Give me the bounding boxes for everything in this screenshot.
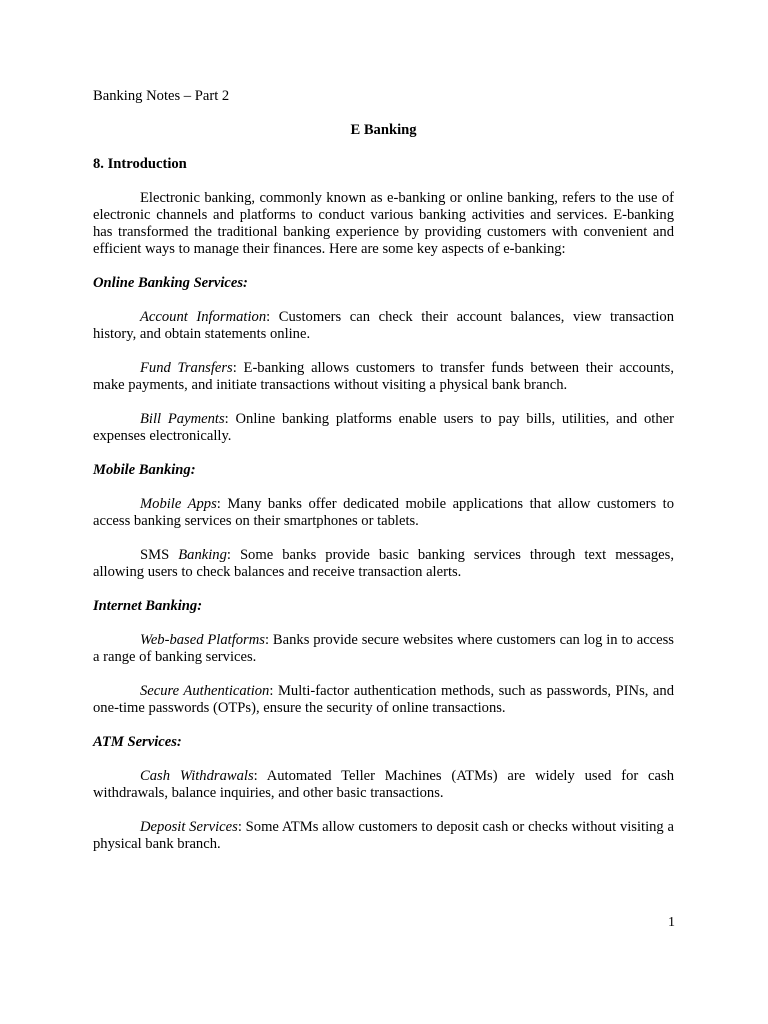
item-text: : Banks provide secure websites where customers can log in to access a range of banking services. — [93, 632, 674, 665]
item-text: : Some ATMs allow customers to deposit cash or checks without visiting a physical bank branch. — [93, 819, 674, 852]
item-term: Banking — [178, 547, 227, 563]
running-header: Banking Notes – Part 2 — [93, 88, 230, 104]
item-text: : Many banks offer dedicated mobile applications that allow customers to access banking services on their smartphones or tablets. — [93, 496, 674, 529]
item-term: Web-based Platforms — [140, 632, 265, 648]
item-cash-withdrawals — [93, 768, 674, 802]
subheading-internet-banking: Internet Banking: — [93, 598, 203, 614]
item-secure-authentication — [93, 683, 674, 717]
item-web-based-platforms — [93, 632, 674, 666]
item-text: : Online banking platforms enable users to pay bills, utilities, and other expenses electronically. — [93, 411, 674, 444]
item-text: : Automated Teller Machines (ATMs) are widely used for cash withdrawals, balance inquiries, and other basic transactions. — [93, 768, 674, 801]
item-term: Bill Payments — [140, 411, 225, 427]
item-mobile-apps — [93, 496, 674, 530]
item-term: Mobile Apps — [140, 496, 217, 512]
item-term: Account Information — [140, 309, 267, 325]
item-prefix: SMS — [140, 547, 179, 563]
item-text: : Customers can check their account balances, view transaction history, and obtain statements online. — [93, 309, 674, 342]
item-term: Deposit Services — [140, 819, 238, 835]
item-term: Secure Authentication — [140, 683, 270, 699]
item-text: : Some banks provide basic banking services through text messages, allowing users to check balances and receive transaction alerts. — [93, 547, 674, 580]
item-sms-banking — [93, 547, 674, 581]
item-fund-transfers — [93, 360, 674, 394]
item-bill-payments — [93, 411, 674, 445]
section-heading: 8. Introduction — [93, 156, 187, 172]
subheading-atm-services: ATM Services: — [93, 734, 182, 750]
page-content — [93, 88, 674, 853]
item-term: Cash Withdrawals — [140, 768, 254, 784]
item-text: : Multi-factor authentication methods, such as passwords, PINs, and one-time passwords (OTPs), ensure the security of online transactions. — [93, 683, 674, 716]
item-text: : E-banking allows customers to transfer funds between their accounts, make payments, and initiate transactions without visiting a physical bank branch. — [93, 360, 675, 393]
item-deposit-services — [93, 819, 674, 853]
subheading-mobile-banking: Mobile Banking: — [93, 462, 196, 478]
page-number: 1 — [668, 915, 675, 930]
subheading-online-banking: Online Banking Services: — [93, 275, 248, 291]
document-title: E Banking — [350, 122, 417, 138]
intro-paragraph: Electronic banking, commonly known as e-banking or online banking, refers to the use of electronic channels and platforms to conduct various banking activities and services. E-banking has transformed the traditional banking experience by providing customers with convenient and efficient ways to manage their finances. Here are some key aspects of e-banking: — [93, 190, 674, 257]
item-account-information — [93, 309, 674, 343]
item-term: Fund Transfers — [140, 360, 233, 376]
